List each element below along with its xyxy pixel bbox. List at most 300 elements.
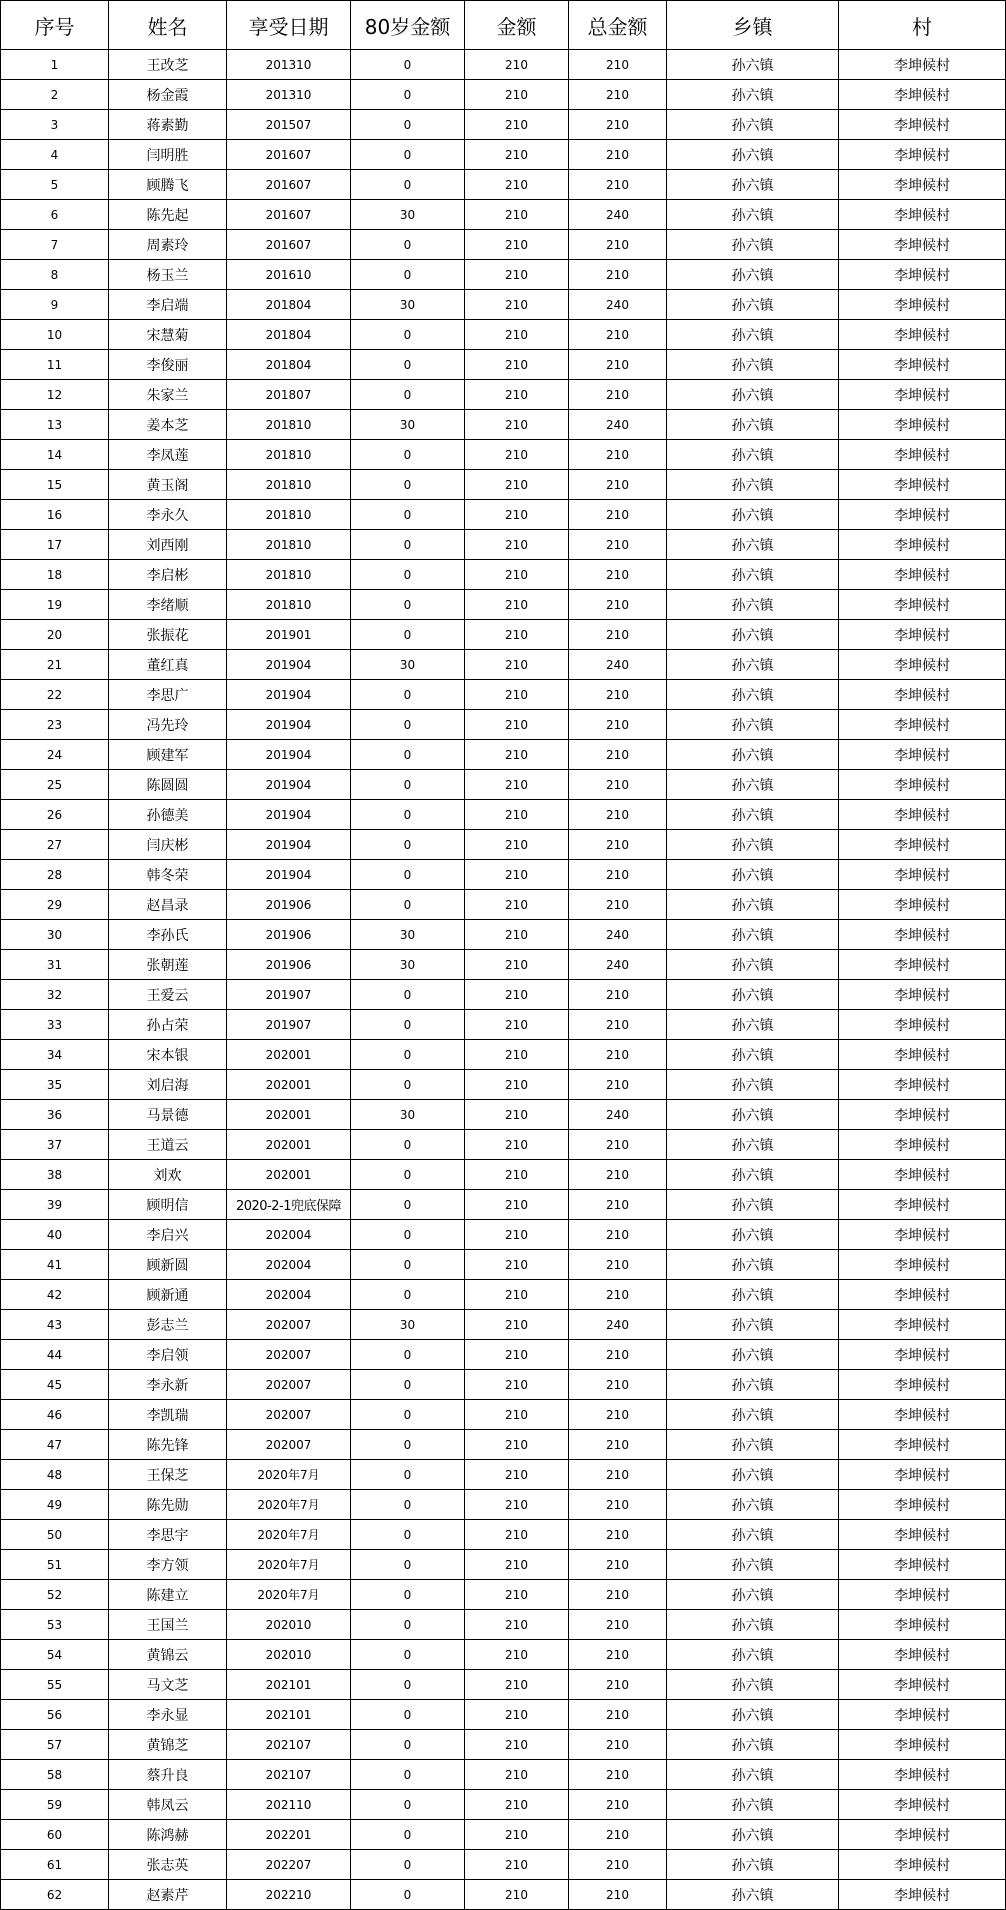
cell-amount: 210 <box>465 170 569 200</box>
cell-index: 42 <box>1 1280 109 1310</box>
cell-name: 宋本银 <box>109 1040 227 1070</box>
cell-total-amount: 210 <box>569 80 667 110</box>
table-row <box>1 200 1006 230</box>
cell-village: 李坤候村 <box>839 980 1006 1010</box>
cell-name: 朱家兰 <box>109 380 227 410</box>
cell-start-date: 2020年7月 <box>227 1550 351 1580</box>
cell-amount: 210 <box>465 1640 569 1670</box>
cell-total-amount: 210 <box>569 1880 667 1910</box>
cell-town: 孙六镇 <box>667 290 839 320</box>
cell-village: 李坤候村 <box>839 1130 1006 1160</box>
cell-age80-amount: 30 <box>351 950 465 980</box>
cell-amount: 210 <box>465 1580 569 1610</box>
table-row <box>1 470 1006 500</box>
cell-amount: 210 <box>465 1790 569 1820</box>
cell-village: 李坤候村 <box>839 800 1006 830</box>
cell-total-amount: 240 <box>569 1100 667 1130</box>
cell-start-date: 201810 <box>227 500 351 530</box>
cell-age80-amount: 0 <box>351 770 465 800</box>
cell-start-date: 201804 <box>227 320 351 350</box>
table-row <box>1 1370 1006 1400</box>
table-row <box>1 1850 1006 1880</box>
cell-amount: 210 <box>465 1610 569 1640</box>
cell-start-date: 201810 <box>227 530 351 560</box>
cell-age80-amount: 0 <box>351 1880 465 1910</box>
cell-age80-amount: 0 <box>351 680 465 710</box>
cell-name: 李启领 <box>109 1340 227 1370</box>
table-row <box>1 260 1006 290</box>
cell-age80-amount: 0 <box>351 1370 465 1400</box>
header-start-date: 享受日期 <box>227 1 351 50</box>
cell-index: 59 <box>1 1790 109 1820</box>
cell-age80-amount: 30 <box>351 920 465 950</box>
cell-start-date: 201904 <box>227 740 351 770</box>
cell-age80-amount: 0 <box>351 1130 465 1160</box>
cell-village: 李坤候村 <box>839 710 1006 740</box>
cell-village: 李坤候村 <box>839 440 1006 470</box>
cell-village: 李坤候村 <box>839 1430 1006 1460</box>
cell-village: 李坤候村 <box>839 1340 1006 1370</box>
cell-total-amount: 210 <box>569 1730 667 1760</box>
cell-town: 孙六镇 <box>667 1010 839 1040</box>
cell-amount: 210 <box>465 1370 569 1400</box>
cell-total-amount: 210 <box>569 350 667 380</box>
cell-amount: 210 <box>465 740 569 770</box>
cell-age80-amount: 0 <box>351 980 465 1010</box>
cell-start-date: 201907 <box>227 1010 351 1040</box>
cell-total-amount: 210 <box>569 1220 667 1250</box>
cell-name: 陈先锋 <box>109 1430 227 1460</box>
cell-village: 李坤候村 <box>839 1070 1006 1100</box>
cell-index: 32 <box>1 980 109 1010</box>
cell-index: 44 <box>1 1340 109 1370</box>
cell-age80-amount: 0 <box>351 440 465 470</box>
cell-town: 孙六镇 <box>667 1100 839 1130</box>
cell-village: 李坤候村 <box>839 320 1006 350</box>
cell-village: 李坤候村 <box>839 80 1006 110</box>
table-row <box>1 620 1006 650</box>
cell-index: 61 <box>1 1850 109 1880</box>
cell-index: 2 <box>1 80 109 110</box>
cell-village: 李坤候村 <box>839 230 1006 260</box>
cell-village: 李坤候村 <box>839 1190 1006 1220</box>
table-row <box>1 1160 1006 1190</box>
cell-age80-amount: 0 <box>351 1850 465 1880</box>
cell-total-amount: 240 <box>569 290 667 320</box>
cell-start-date: 201804 <box>227 290 351 320</box>
cell-amount: 210 <box>465 1250 569 1280</box>
cell-amount: 210 <box>465 1190 569 1220</box>
cell-town: 孙六镇 <box>667 80 839 110</box>
cell-name: 王国兰 <box>109 1610 227 1640</box>
cell-village: 李坤候村 <box>839 1700 1006 1730</box>
cell-name: 黄锦芝 <box>109 1730 227 1760</box>
cell-age80-amount: 30 <box>351 200 465 230</box>
cell-index: 25 <box>1 770 109 800</box>
table-row <box>1 890 1006 920</box>
cell-amount: 210 <box>465 560 569 590</box>
cell-index: 8 <box>1 260 109 290</box>
cell-name: 闫庆彬 <box>109 830 227 860</box>
cell-index: 24 <box>1 740 109 770</box>
cell-town: 孙六镇 <box>667 1040 839 1070</box>
cell-age80-amount: 0 <box>351 1700 465 1730</box>
cell-village: 李坤候村 <box>839 1880 1006 1910</box>
cell-name: 李启兴 <box>109 1220 227 1250</box>
cell-index: 39 <box>1 1190 109 1220</box>
cell-name: 顾建军 <box>109 740 227 770</box>
table-row <box>1 1610 1006 1640</box>
table-row <box>1 140 1006 170</box>
table-row <box>1 1460 1006 1490</box>
cell-name: 马景德 <box>109 1100 227 1130</box>
cell-amount: 210 <box>465 470 569 500</box>
cell-name: 李永新 <box>109 1370 227 1400</box>
cell-total-amount: 210 <box>569 500 667 530</box>
cell-start-date: 201810 <box>227 410 351 440</box>
cell-amount: 210 <box>465 1130 569 1160</box>
cell-start-date: 202107 <box>227 1760 351 1790</box>
cell-amount: 210 <box>465 710 569 740</box>
cell-name: 陈圆圆 <box>109 770 227 800</box>
cell-total-amount: 210 <box>569 800 667 830</box>
cell-town: 孙六镇 <box>667 1850 839 1880</box>
cell-town: 孙六镇 <box>667 500 839 530</box>
cell-name: 张志英 <box>109 1850 227 1880</box>
cell-total-amount: 210 <box>569 50 667 80</box>
cell-village: 李坤候村 <box>839 200 1006 230</box>
cell-start-date: 202001 <box>227 1160 351 1190</box>
cell-amount: 210 <box>465 950 569 980</box>
table-row <box>1 1790 1006 1820</box>
cell-index: 29 <box>1 890 109 920</box>
cell-age80-amount: 0 <box>351 1340 465 1370</box>
cell-village: 李坤候村 <box>839 1550 1006 1580</box>
cell-index: 28 <box>1 860 109 890</box>
cell-village: 李坤候村 <box>839 1160 1006 1190</box>
table-row <box>1 950 1006 980</box>
cell-age80-amount: 0 <box>351 1520 465 1550</box>
cell-town: 孙六镇 <box>667 320 839 350</box>
cell-age80-amount: 0 <box>351 110 465 140</box>
cell-age80-amount: 0 <box>351 1160 465 1190</box>
cell-age80-amount: 0 <box>351 320 465 350</box>
cell-total-amount: 210 <box>569 1670 667 1700</box>
cell-total-amount: 240 <box>569 1310 667 1340</box>
cell-total-amount: 210 <box>569 1250 667 1280</box>
cell-start-date: 202001 <box>227 1130 351 1160</box>
cell-town: 孙六镇 <box>667 1400 839 1430</box>
cell-age80-amount: 0 <box>351 1550 465 1580</box>
cell-age80-amount: 0 <box>351 380 465 410</box>
cell-name: 杨玉兰 <box>109 260 227 290</box>
cell-town: 孙六镇 <box>667 1460 839 1490</box>
cell-index: 43 <box>1 1310 109 1340</box>
cell-index: 55 <box>1 1670 109 1700</box>
cell-village: 李坤候村 <box>839 1820 1006 1850</box>
cell-town: 孙六镇 <box>667 470 839 500</box>
cell-amount: 210 <box>465 1160 569 1190</box>
table-body <box>1 50 1006 1910</box>
cell-total-amount: 240 <box>569 920 667 950</box>
cell-index: 15 <box>1 470 109 500</box>
cell-name: 刘欢 <box>109 1160 227 1190</box>
cell-start-date: 2020年7月 <box>227 1490 351 1520</box>
table-row <box>1 1310 1006 1340</box>
cell-name: 蒋素勤 <box>109 110 227 140</box>
cell-name: 彭志兰 <box>109 1310 227 1340</box>
cell-start-date: 202110 <box>227 1790 351 1820</box>
cell-town: 孙六镇 <box>667 1340 839 1370</box>
cell-amount: 210 <box>465 1850 569 1880</box>
cell-name: 李思宇 <box>109 1520 227 1550</box>
cell-index: 9 <box>1 290 109 320</box>
cell-total-amount: 210 <box>569 770 667 800</box>
cell-total-amount: 210 <box>569 1550 667 1580</box>
table-row <box>1 770 1006 800</box>
cell-amount: 210 <box>465 1280 569 1310</box>
cell-village: 李坤候村 <box>839 1670 1006 1700</box>
cell-age80-amount: 30 <box>351 410 465 440</box>
cell-amount: 210 <box>465 1670 569 1700</box>
cell-total-amount: 210 <box>569 1610 667 1640</box>
cell-village: 李坤候村 <box>839 1280 1006 1310</box>
cell-village: 李坤候村 <box>839 890 1006 920</box>
cell-town: 孙六镇 <box>667 770 839 800</box>
cell-age80-amount: 0 <box>351 590 465 620</box>
table-row <box>1 680 1006 710</box>
cell-amount: 210 <box>465 1460 569 1490</box>
cell-town: 孙六镇 <box>667 650 839 680</box>
cell-start-date: 202210 <box>227 1880 351 1910</box>
cell-index: 54 <box>1 1640 109 1670</box>
cell-start-date: 201906 <box>227 920 351 950</box>
cell-name: 李凯瑞 <box>109 1400 227 1430</box>
cell-age80-amount: 0 <box>351 1400 465 1430</box>
cell-age80-amount: 30 <box>351 650 465 680</box>
cell-index: 10 <box>1 320 109 350</box>
cell-amount: 210 <box>465 410 569 440</box>
cell-town: 孙六镇 <box>667 1220 839 1250</box>
cell-name: 刘西刚 <box>109 530 227 560</box>
cell-index: 1 <box>1 50 109 80</box>
cell-name: 陈建立 <box>109 1580 227 1610</box>
cell-index: 38 <box>1 1160 109 1190</box>
cell-name: 韩冬荣 <box>109 860 227 890</box>
cell-age80-amount: 30 <box>351 1310 465 1340</box>
table-row <box>1 1820 1006 1850</box>
cell-index: 40 <box>1 1220 109 1250</box>
cell-town: 孙六镇 <box>667 1490 839 1520</box>
cell-start-date: 202004 <box>227 1280 351 1310</box>
cell-start-date: 201310 <box>227 50 351 80</box>
cell-total-amount: 210 <box>569 530 667 560</box>
cell-name: 顾新圆 <box>109 1250 227 1280</box>
cell-town: 孙六镇 <box>667 710 839 740</box>
cell-total-amount: 210 <box>569 710 667 740</box>
cell-start-date: 201310 <box>227 80 351 110</box>
cell-age80-amount: 0 <box>351 470 465 500</box>
cell-index: 33 <box>1 1010 109 1040</box>
cell-index: 51 <box>1 1550 109 1580</box>
cell-name: 顾新通 <box>109 1280 227 1310</box>
cell-town: 孙六镇 <box>667 1610 839 1640</box>
cell-name: 李启端 <box>109 290 227 320</box>
cell-age80-amount: 0 <box>351 890 465 920</box>
cell-index: 53 <box>1 1610 109 1640</box>
cell-amount: 210 <box>465 980 569 1010</box>
table-row <box>1 860 1006 890</box>
cell-name: 李孙氏 <box>109 920 227 950</box>
cell-age80-amount: 0 <box>351 1670 465 1700</box>
cell-name: 李启彬 <box>109 560 227 590</box>
cell-index: 3 <box>1 110 109 140</box>
cell-total-amount: 210 <box>569 1520 667 1550</box>
cell-index: 41 <box>1 1250 109 1280</box>
cell-amount: 210 <box>465 1340 569 1370</box>
cell-village: 李坤候村 <box>839 350 1006 380</box>
cell-town: 孙六镇 <box>667 1670 839 1700</box>
cell-village: 李坤候村 <box>839 1250 1006 1280</box>
cell-total-amount: 210 <box>569 1370 667 1400</box>
cell-name: 李永久 <box>109 500 227 530</box>
cell-age80-amount: 0 <box>351 1490 465 1520</box>
cell-age80-amount: 0 <box>351 50 465 80</box>
table-row <box>1 1760 1006 1790</box>
cell-total-amount: 210 <box>569 1340 667 1370</box>
cell-town: 孙六镇 <box>667 680 839 710</box>
cell-start-date: 2020年7月 <box>227 1520 351 1550</box>
table-row <box>1 1280 1006 1310</box>
table-row <box>1 110 1006 140</box>
cell-index: 58 <box>1 1760 109 1790</box>
cell-total-amount: 210 <box>569 1850 667 1880</box>
cell-index: 21 <box>1 650 109 680</box>
cell-start-date: 202007 <box>227 1310 351 1340</box>
cell-town: 孙六镇 <box>667 1160 839 1190</box>
cell-start-date: 201804 <box>227 350 351 380</box>
cell-total-amount: 210 <box>569 1820 667 1850</box>
cell-name: 董红真 <box>109 650 227 680</box>
cell-index: 62 <box>1 1880 109 1910</box>
cell-start-date: 201904 <box>227 770 351 800</box>
header-name: 姓名 <box>109 1 227 50</box>
cell-amount: 210 <box>465 1070 569 1100</box>
cell-town: 孙六镇 <box>667 1580 839 1610</box>
table-row <box>1 1010 1006 1040</box>
cell-town: 孙六镇 <box>667 740 839 770</box>
cell-amount: 210 <box>465 800 569 830</box>
cell-total-amount: 210 <box>569 230 667 260</box>
cell-name: 王爱云 <box>109 980 227 1010</box>
cell-town: 孙六镇 <box>667 920 839 950</box>
cell-town: 孙六镇 <box>667 1820 839 1850</box>
cell-village: 李坤候村 <box>839 290 1006 320</box>
table-row <box>1 1400 1006 1430</box>
cell-age80-amount: 0 <box>351 1580 465 1610</box>
header-row <box>1 1 1006 50</box>
cell-name: 冯先玲 <box>109 710 227 740</box>
cell-total-amount: 210 <box>569 110 667 140</box>
cell-town: 孙六镇 <box>667 1790 839 1820</box>
cell-age80-amount: 0 <box>351 1070 465 1100</box>
cell-amount: 210 <box>465 320 569 350</box>
cell-start-date: 2020-2-1兜底保障 <box>227 1190 351 1220</box>
cell-start-date: 202010 <box>227 1610 351 1640</box>
cell-age80-amount: 0 <box>351 620 465 650</box>
cell-age80-amount: 0 <box>351 1250 465 1280</box>
cell-amount: 210 <box>465 1220 569 1250</box>
cell-name: 张朝莲 <box>109 950 227 980</box>
table-row <box>1 710 1006 740</box>
table-row <box>1 560 1006 590</box>
cell-town: 孙六镇 <box>667 1310 839 1340</box>
cell-age80-amount: 0 <box>351 530 465 560</box>
cell-index: 56 <box>1 1700 109 1730</box>
table-row <box>1 1430 1006 1460</box>
cell-name: 孙德美 <box>109 800 227 830</box>
cell-index: 57 <box>1 1730 109 1760</box>
cell-village: 李坤候村 <box>839 50 1006 80</box>
cell-index: 5 <box>1 170 109 200</box>
cell-town: 孙六镇 <box>667 1430 839 1460</box>
cell-age80-amount: 0 <box>351 1280 465 1310</box>
table-row <box>1 920 1006 950</box>
cell-town: 孙六镇 <box>667 1250 839 1280</box>
cell-index: 48 <box>1 1460 109 1490</box>
cell-amount: 210 <box>465 1400 569 1430</box>
cell-age80-amount: 0 <box>351 560 465 590</box>
cell-start-date: 202007 <box>227 1340 351 1370</box>
cell-start-date: 2020年7月 <box>227 1580 351 1610</box>
cell-start-date: 201507 <box>227 110 351 140</box>
cell-index: 27 <box>1 830 109 860</box>
cell-village: 李坤候村 <box>839 1850 1006 1880</box>
cell-name: 黄玉阁 <box>109 470 227 500</box>
cell-amount: 210 <box>465 110 569 140</box>
cell-index: 18 <box>1 560 109 590</box>
cell-town: 孙六镇 <box>667 1520 839 1550</box>
cell-index: 23 <box>1 710 109 740</box>
cell-total-amount: 210 <box>569 320 667 350</box>
cell-village: 李坤候村 <box>839 530 1006 560</box>
table-row <box>1 1880 1006 1910</box>
cell-total-amount: 210 <box>569 140 667 170</box>
cell-total-amount: 210 <box>569 1580 667 1610</box>
cell-start-date: 202101 <box>227 1670 351 1700</box>
cell-index: 7 <box>1 230 109 260</box>
cell-town: 孙六镇 <box>667 410 839 440</box>
table-row <box>1 530 1006 560</box>
cell-age80-amount: 0 <box>351 1640 465 1670</box>
cell-town: 孙六镇 <box>667 1370 839 1400</box>
cell-index: 19 <box>1 590 109 620</box>
cell-start-date: 201904 <box>227 710 351 740</box>
cell-start-date: 201607 <box>227 200 351 230</box>
cell-town: 孙六镇 <box>667 620 839 650</box>
cell-start-date: 201610 <box>227 260 351 290</box>
header-amount: 金额 <box>465 1 569 50</box>
cell-age80-amount: 0 <box>351 710 465 740</box>
cell-index: 14 <box>1 440 109 470</box>
cell-town: 孙六镇 <box>667 800 839 830</box>
cell-index: 11 <box>1 350 109 380</box>
cell-amount: 210 <box>465 890 569 920</box>
cell-age80-amount: 0 <box>351 1220 465 1250</box>
cell-village: 李坤候村 <box>839 1730 1006 1760</box>
cell-village: 李坤候村 <box>839 1400 1006 1430</box>
header-total-amount: 总金额 <box>569 1 667 50</box>
